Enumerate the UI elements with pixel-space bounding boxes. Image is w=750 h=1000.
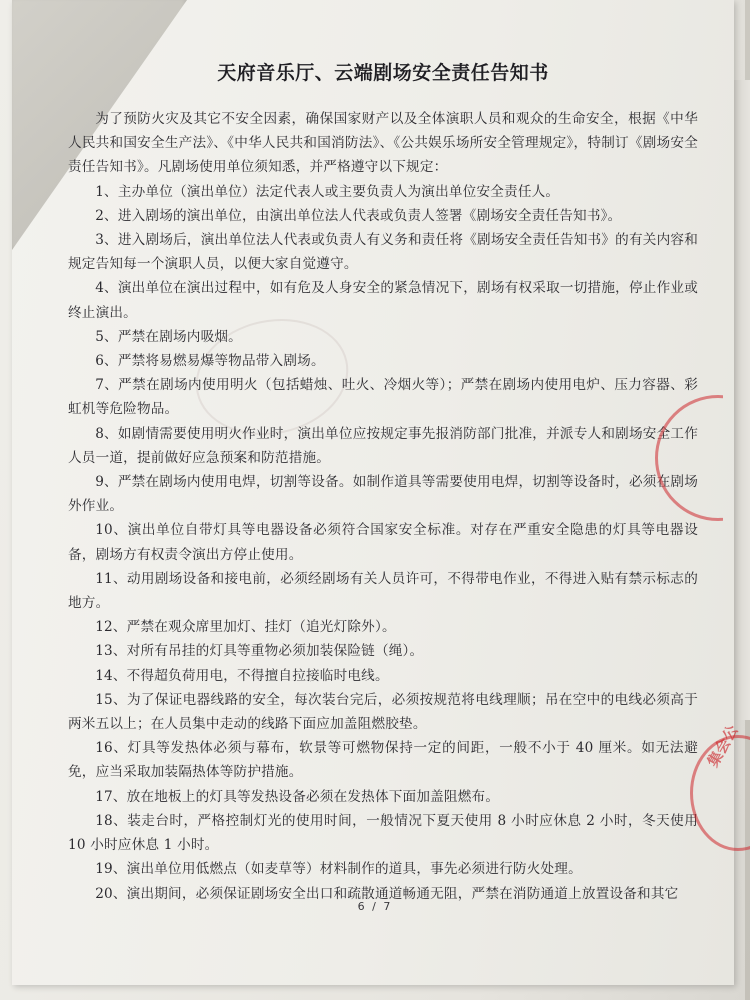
clause-2: 2、进入剧场的演出单位，由演出单位法人代表或负责人签署《剧场安全责任告知书》。 <box>95 207 622 224</box>
clause-5: 5、严禁在剧场内吸烟。 <box>95 328 242 345</box>
clause-16: 16、灯具等发热体必须与幕布，软景等可燃物保持一定的间距，一般不小于 40 厘米。如无法避免，应当采取加装隔热体等防护措施。 <box>68 740 698 781</box>
clause-13: 13、对所有吊挂的灯具等重物必须加装保险链（绳）。 <box>95 643 424 660</box>
document-body <box>68 58 698 906</box>
clause-12: 12、严禁在观众席里加灯、挂灯（追光灯除外）。 <box>95 619 396 636</box>
clause-1: 1、主办单位（演出单位）法定代表人或主要负责人为演出单位安全责任人。 <box>95 183 560 200</box>
clause-6: 6、严禁将易燃易爆等物品带入剧场。 <box>95 353 325 370</box>
clause-4: 4、演出单位在演出过程中，如有危及人身安全的紧急情况下，剧场有权采取一切措施，停止作业或终止演出。 <box>68 280 698 321</box>
clause-3: 3、进入剧场后，演出单位法人代表或负责人有义务和责任将《剧场安全责任告知书》的有关内容和规定告知每一个演职人员，以便大家自觉遵守。 <box>68 232 698 273</box>
clause-17: 17、放在地板上的灯具等发热设备必须在发热体下面加盖阻燃布。 <box>95 788 500 805</box>
clause-7: 7、严禁在剧场内使用明火（包括蜡烛、吐火、冷烟火等）；严禁在剧场内使用电炉、压力容器、彩虹机等危险物品。 <box>68 377 698 418</box>
intro-paragraph: 为了预防火灾及其它不安全因素，确保国家财产以及全体演职人员和观众的生命安全，根据《中华人民共和国安全生产法》、《中华人民共和国消防法》、《公共娱乐场所安全管理规定》，特制订《剧场安全责任告知书》。凡剧场使用单位须知悉，并严格遵守以下规定： <box>68 111 698 176</box>
clause-18: 18、装走台时，严格控制灯光的使用时间，一般情况下夏天使用 8 小时应休息 2 小时，冬天使用 10 小时应休息 1 小时。 <box>68 812 698 854</box>
clause-8: 8、如剧情需要使用明火作业时，演出单位应按规定事先报消防部门批准，并派专人和剧场安全工作人员一道，提前做好应急预案和防范措施。 <box>68 425 698 466</box>
clause-9: 9、严禁在剧场内使用电焊，切割等设备。如制作道具等需要使用电焊，切割等设备时，必须在剧场外作业。 <box>68 474 698 515</box>
clause-15: 15、为了保证电器线路的安全，每次装台完后，必须按规范将电线理顺；吊在空中的电线必须高于两米五以上；在人员集中走动的线路下面应加盖阻燃胶垫。 <box>68 691 698 733</box>
page-edge-strip <box>732 80 750 720</box>
clause-14: 14、不得超负荷用电，不得擅自拉接临时电线。 <box>95 667 389 684</box>
seal-text: 集会公 <box>703 722 742 770</box>
clause-11: 11、动用剧场设备和接电前，必须经剧场有关人员许可，不得带电作业，不得进入贴有禁示标志的地方。 <box>68 570 698 612</box>
document-title: 天府音乐厅、云端剧场安全责任告知书 <box>217 62 549 84</box>
clause-19: 19、演出单位用低燃点（如麦草等）材料制作的道具，事先必须进行防火处理。 <box>95 861 582 878</box>
clause-10: 10、演出单位自带灯具等电器设备必须符合国家安全标准。对存在严重安全隐患的灯具等电器设备，剧场方有权责令演出方停止使用。 <box>68 522 698 563</box>
clause-20: 20、演出期间，必须保证剧场安全出口和疏散通道畅通无阻，严禁在消防通道上放置设备和其它 <box>95 885 679 902</box>
page-number: 6 / 7 <box>357 900 393 913</box>
